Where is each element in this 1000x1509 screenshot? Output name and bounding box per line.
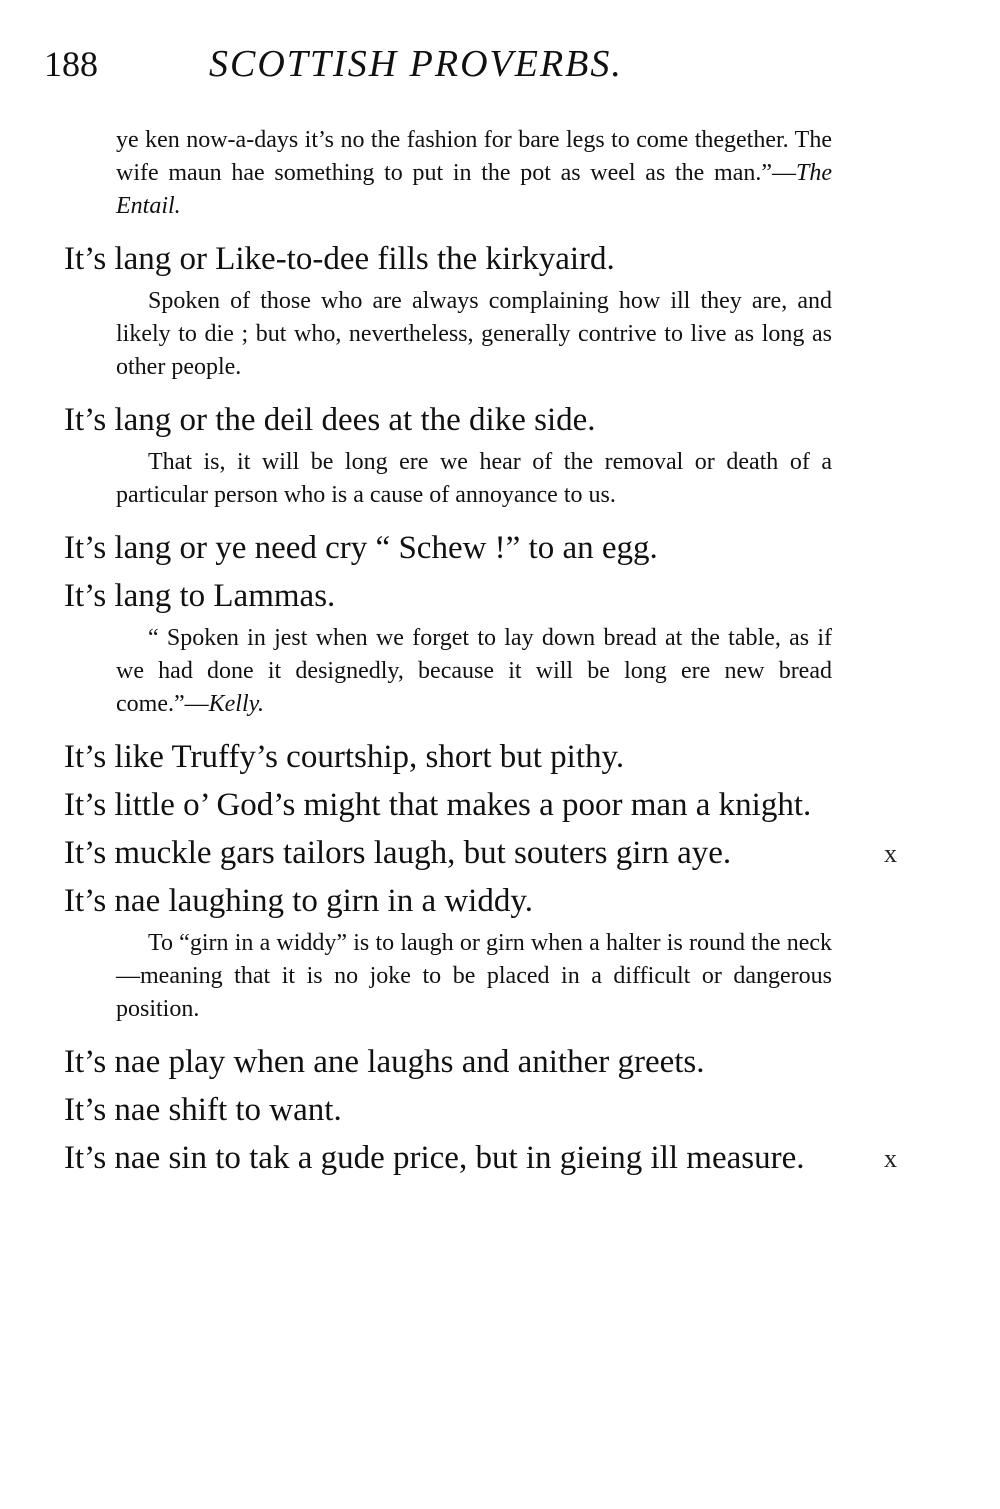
proverb-entry [64, 572, 872, 620]
note-text: ye ken now-a-days it’s no the fashion for bare legs to come thegether. The wife maun hae something to put in the pot as weel as the man.”— [116, 127, 832, 186]
page-number: 188 [44, 44, 98, 84]
proverb-entry [64, 877, 872, 925]
commentary-note [116, 925, 832, 1038]
note-text: That is, it will be long ere we hear of the removal or death of a particular person who is a cause of annoyance to us. [116, 449, 832, 508]
running-header [44, 42, 744, 92]
proverb-entry [64, 1038, 872, 1086]
proverb-text: It’s little o’ God’s might that makes a poor man a knight. [64, 787, 812, 823]
page-body [0, 122, 1000, 1182]
proverb-entry [64, 781, 872, 829]
proverb-text: It’s lang or the deil dees at the dike side. [64, 402, 596, 438]
note-text: Spoken of those who are always complaining how ill they are, and likely to die ; but who, nevertheless, generally contrive to live as long as other people. [116, 288, 832, 380]
note-text: “ Spoken in jest when we forget to lay down bread at the table, as if we had done it designedly, because it will be long ere new bread come.”— [116, 625, 832, 717]
proverb-text: It’s like Truffy’s courtship, short but pithy. [64, 739, 625, 775]
note-source: The Entail. [116, 160, 832, 219]
proverb-text: It’s lang or Like-to-dee fills the kirkyaird. [64, 241, 615, 277]
note-text: To “girn in a widdy” is to laugh or girn when a halter is round the neck—meaning that it is no joke to be placed in a difficult or dangerous position. [116, 930, 832, 1022]
commentary-note [116, 620, 832, 733]
proverb-entry: It’s nae sin to tak a gude price, but in gieing ill measure. x [64, 1140, 897, 1176]
running-title: SCOTTISH PROVERBS. [209, 43, 623, 85]
proverb-text: It’s nae laughing to girn in a widdy. [64, 883, 533, 919]
proverb-entry [64, 235, 872, 283]
commentary-note [116, 444, 832, 524]
proverb-text: It’s lang or ye need cry “ Schew !” to an egg. [64, 530, 658, 566]
proverb-text: It’s lang to Lammas. [64, 578, 336, 614]
proverb-entry: It’s muckle gars tailors laugh, but souters girn aye. x [64, 835, 897, 871]
proverb-entry [64, 524, 872, 572]
proverb-text: It’s nae shift to want. [64, 1092, 342, 1128]
proverb-entry [64, 733, 872, 781]
proverb-text: It’s nae sin to tak a gude price, but in gieing ill measure. [64, 1140, 805, 1176]
proverb-entry [64, 396, 872, 444]
commentary-note [116, 122, 832, 235]
proverb-text: It’s muckle gars tailors laugh, but souters girn aye. [64, 835, 732, 871]
proverb-entry [64, 1086, 872, 1134]
commentary-note [116, 283, 832, 396]
note-source: Kelly. [208, 691, 264, 717]
proverb-text: It’s nae play when ane laughs and anither greets. [64, 1044, 705, 1080]
